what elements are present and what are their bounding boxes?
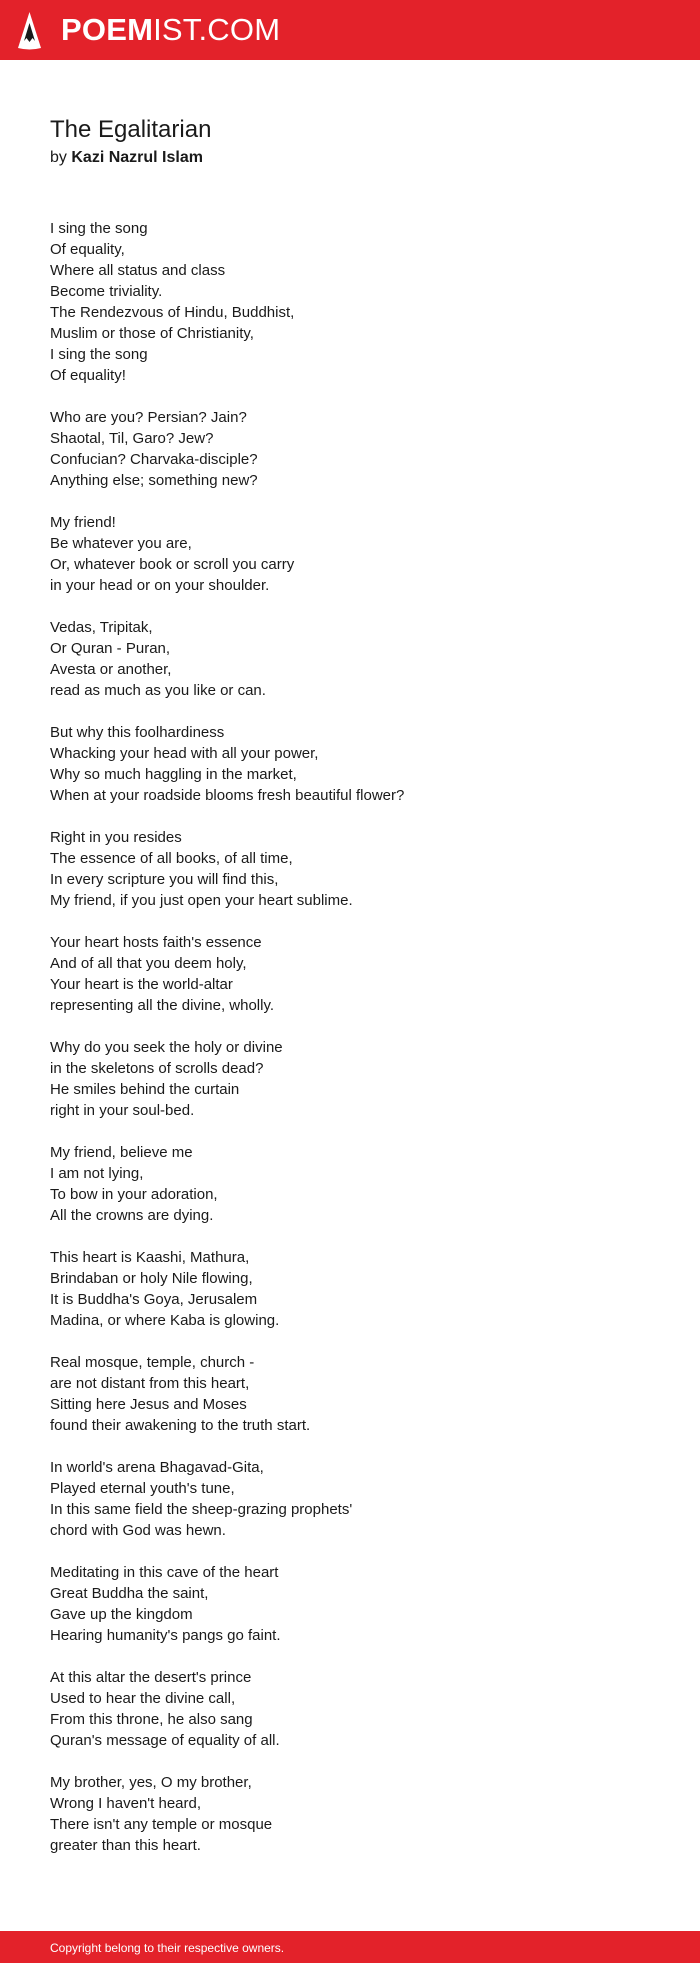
poem-stanza [50, 1247, 650, 1331]
poem-stanza [50, 617, 650, 701]
poem-line: Played eternal youth's tune, [50, 1480, 235, 1497]
poem-line: Real mosque, temple, church - [50, 1354, 255, 1371]
poem-line: Vedas, Tripitak, [50, 619, 153, 636]
poem-stanza [50, 1562, 650, 1646]
poem-line: And of all that you deem holy, [50, 955, 247, 972]
poem-line: Become triviality. [50, 283, 163, 300]
poem-line: right in your soul-bed. [50, 1102, 195, 1119]
poem-line: Of equality, [50, 241, 125, 258]
pencil-tip-icon [17, 11, 42, 51]
poem-line: Whacking your head with all your power, [50, 745, 319, 762]
poem-stanza [50, 722, 650, 806]
poem-body [50, 218, 650, 1877]
poem-stanza [50, 827, 650, 911]
author-name: Kazi Nazrul Islam [71, 149, 203, 166]
poem-line: I sing the song [50, 220, 148, 237]
poem-line: Where all status and class [50, 262, 226, 279]
poem-line: Of equality! [50, 367, 126, 384]
poem-stanza [50, 512, 650, 596]
logo-text-bold: POEM [61, 12, 154, 47]
site-footer [0, 1931, 700, 1963]
poem-line: I am not lying, [50, 1165, 144, 1182]
poem-line: There isn't any temple or mosque [50, 1816, 273, 1833]
poem-line: In world's arena Bhagavad-Gita, [50, 1459, 264, 1476]
poem-line: The essence of all books, of all time, [50, 850, 293, 867]
poem-line: in your head or on your shoulder. [50, 577, 270, 594]
poem-line: Sitting here Jesus and Moses [50, 1396, 247, 1413]
poem-line: This heart is Kaashi, Mathura, [50, 1249, 250, 1266]
poem-line: To bow in your adoration, [50, 1186, 218, 1203]
poem-stanza [50, 1457, 650, 1541]
poem-line: greater than this heart. [50, 1837, 201, 1854]
byline [50, 147, 203, 169]
poem-line: Muslim or those of Christianity, [50, 325, 254, 342]
poem-line: Meditating in this cave of the heart [50, 1564, 279, 1581]
by-label: by [50, 149, 67, 166]
poem-line: Why so much haggling in the market, [50, 766, 297, 783]
poem-stanza [50, 1352, 650, 1436]
poem-line: In this same field the sheep-grazing prophets' [50, 1501, 353, 1518]
poem-line: Brindaban or holy Nile flowing, [50, 1270, 253, 1287]
poem-line: Gave up the kingdom [50, 1606, 193, 1623]
poem-line: My friend, if you just open your heart sublime. [50, 892, 353, 909]
site-logo[interactable] [61, 12, 280, 48]
poem-line: Anything else; something new? [50, 472, 258, 489]
poem-line: chord with God was hewn. [50, 1522, 226, 1539]
poem-line: In every scripture you will find this, [50, 871, 279, 888]
poem-line: Used to hear the divine call, [50, 1690, 236, 1707]
poem-stanza [50, 1772, 650, 1856]
poem-line: Quran's message of equality of all. [50, 1732, 280, 1749]
poem-line: All the crowns are dying. [50, 1207, 214, 1224]
poem-line: read as much as you like or can. [50, 682, 266, 699]
poem-stanza [50, 1667, 650, 1751]
poem-stanza [50, 932, 650, 1016]
poem-line: in the skeletons of scrolls dead? [50, 1060, 264, 1077]
poem-line: Madina, or where Kaba is glowing. [50, 1312, 280, 1329]
poem-line: Or, whatever book or scroll you carry [50, 556, 295, 573]
copyright-text: Copyright belong to their respective owners. [50, 1941, 285, 1955]
poem-line: Or Quran - Puran, [50, 640, 171, 657]
poem-line: Your heart hosts faith's essence [50, 934, 262, 951]
poem-line: Great Buddha the saint, [50, 1585, 209, 1602]
poem-line: Your heart is the world-altar [50, 976, 233, 993]
poem-line: From this throne, he also sang [50, 1711, 253, 1728]
poem-line: At this altar the desert's prince [50, 1669, 252, 1686]
poem-line: are not distant from this heart, [50, 1375, 250, 1392]
poem-line: Who are you? Persian? Jain? [50, 409, 247, 426]
poem-line: found their awakening to the truth start. [50, 1417, 311, 1434]
poem-line: My friend, believe me [50, 1144, 193, 1161]
poem-line: But why this foolhardiness [50, 724, 225, 741]
poem-stanza [50, 1037, 650, 1121]
poem-line: Why do you seek the holy or divine [50, 1039, 283, 1056]
poem-stanza [50, 407, 650, 491]
poem-line: It is Buddha's Goya, Jerusalem [50, 1291, 258, 1308]
poem-title: The Egalitarian [50, 116, 212, 143]
poem-line: Hearing humanity's pangs go faint. [50, 1627, 281, 1644]
poem-stanza [50, 218, 650, 386]
poem-line: representing all the divine, wholly. [50, 997, 275, 1014]
poem-line: My brother, yes, O my brother, [50, 1774, 252, 1791]
poem-line: Wrong I haven't heard, [50, 1795, 202, 1812]
poem-line: My friend! [50, 514, 116, 531]
site-header [0, 0, 700, 60]
poem-line: Confucian? Charvaka-disciple? [50, 451, 258, 468]
poem-line: He smiles behind the curtain [50, 1081, 240, 1098]
poem-line: Shaotal, Til, Garo? Jew? [50, 430, 214, 447]
poem-line: Avesta or another, [50, 661, 172, 678]
poem-line: Right in you resides [50, 829, 182, 846]
poem-line: Be whatever you are, [50, 535, 192, 552]
poem-line: I sing the song [50, 346, 148, 363]
poem-stanza [50, 1142, 650, 1226]
poem-line: When at your roadside blooms fresh beautiful flower? [50, 787, 405, 804]
poem-line: The Rendezvous of Hindu, Buddhist, [50, 304, 295, 321]
logo-text-light: IST.COM [153, 12, 281, 47]
